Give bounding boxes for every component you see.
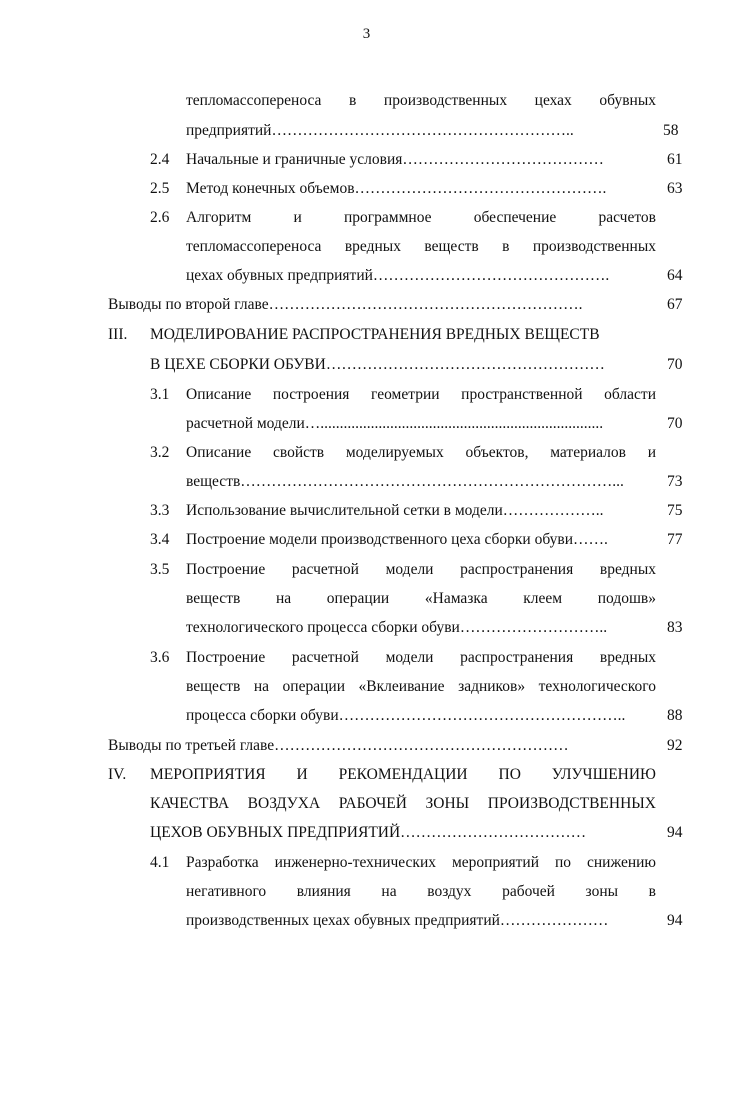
toc-page: 70 <box>667 415 683 432</box>
toc-line: Разработка инженерно-технических мероприятий по снижению <box>186 854 656 871</box>
toc-page: 94 <box>667 824 683 841</box>
toc-line: Описание построения геометрии пространственной области <box>186 386 656 403</box>
toc-page: 64 <box>667 267 683 284</box>
toc-line: Описание свойств моделируемых объектов, материалов и <box>186 444 656 461</box>
toc-line: веществ на операции «Вклеивание задников» технологического <box>186 678 656 695</box>
toc-section-number: 3.1 <box>150 386 170 403</box>
toc-line: Построение расчетной модели распространения вредных <box>186 561 656 578</box>
toc-line: расчетной модели…......................................................................... <box>186 415 604 432</box>
toc-chapter-title: КАЧЕСТВА ВОЗДУХА РАБОЧЕЙ ЗОНЫ ПРОИЗВОДСТВЕННЫХ <box>150 795 656 812</box>
toc-chapter-title: В ЦЕХЕ СБОРКИ ОБУВИ……………………………………………… <box>150 356 605 373</box>
toc-line: цехах обувных предприятий………………………………………. <box>186 267 610 284</box>
toc-section-number: 3.2 <box>150 444 170 461</box>
toc-section-number: 3.4 <box>150 531 170 548</box>
toc-line: процесса сборки обуви……………………………………………….. <box>186 707 626 724</box>
toc-page: 70 <box>667 356 683 373</box>
toc-section-number: 2.4 <box>150 151 170 168</box>
toc-page: 92 <box>667 737 683 754</box>
toc-section-number: 3.6 <box>150 649 170 666</box>
toc-line: Построение расчетной модели распространения вредных <box>186 649 656 666</box>
toc-page: 83 <box>667 619 683 636</box>
toc-page: 73 <box>667 473 683 490</box>
toc-line: производственных цехах обувных предприятий………………… <box>186 912 609 929</box>
toc-line: Выводы по второй главе……………………………………………………. <box>108 296 583 313</box>
toc-page: 58 <box>663 122 679 139</box>
toc-line: Начальные и граничные условия………………………………… <box>186 151 604 168</box>
toc-line: технологического процесса сборки обуви……………………….. <box>186 619 608 636</box>
toc-chapter-number: III. <box>108 326 128 343</box>
toc-page: 88 <box>667 707 683 724</box>
toc-page: 63 <box>667 180 683 197</box>
toc-line: предприятий………………………………………………….. <box>186 122 574 139</box>
toc-section-number: 3.5 <box>150 561 170 578</box>
toc-line: тепломассопереноса в производственных цехах обувных <box>186 92 656 109</box>
toc-page: 61 <box>667 151 683 168</box>
toc-line: Использование вычислительной сетки в модели……………….. <box>186 502 604 519</box>
toc-page: 94 <box>667 912 683 929</box>
toc-line: негативного влияния на воздух рабочей зоны в <box>186 883 656 900</box>
toc-chapter-number: IV. <box>108 766 127 783</box>
toc-section-number: 3.3 <box>150 502 170 519</box>
toc-chapter-title: ЦЕХОВ ОБУВНЫХ ПРЕДПРИЯТИЙ……………………………… <box>150 824 587 841</box>
toc-section-number: 2.6 <box>150 209 170 226</box>
toc-section-number: 4.1 <box>150 854 170 871</box>
toc-page: 75 <box>667 502 683 519</box>
toc-line: тепломассопереноса вредных веществ в производственных <box>186 238 656 255</box>
toc-line: Метод конечных объемов…………………………………………. <box>186 180 607 197</box>
toc-line: Построение модели производственного цеха сборки обуви……. <box>186 531 608 548</box>
toc-chapter-title: МОДЕЛИРОВАНИЕ РАСПРОСТРАНЕНИЯ ВРЕДНЫХ ВЕЩЕСТВ <box>150 326 600 343</box>
toc-chapter-title: МЕРОПРИЯТИЯ И РЕКОМЕНДАЦИИ ПО УЛУЧШЕНИЮ <box>150 766 656 783</box>
toc-page: 67 <box>667 296 683 313</box>
toc-line: веществ………………………………………………………………... <box>186 473 624 490</box>
toc-section-number: 2.5 <box>150 180 170 197</box>
toc-line: веществ на операции «Намазка клеем подошв» <box>186 590 656 607</box>
toc-line: Выводы по третьей главе………………………………………………… <box>108 737 569 754</box>
toc-line: Алгоритм и программное обеспечение расчетов <box>186 209 656 226</box>
page-number: 3 <box>362 26 371 42</box>
toc-page: 77 <box>667 531 683 548</box>
